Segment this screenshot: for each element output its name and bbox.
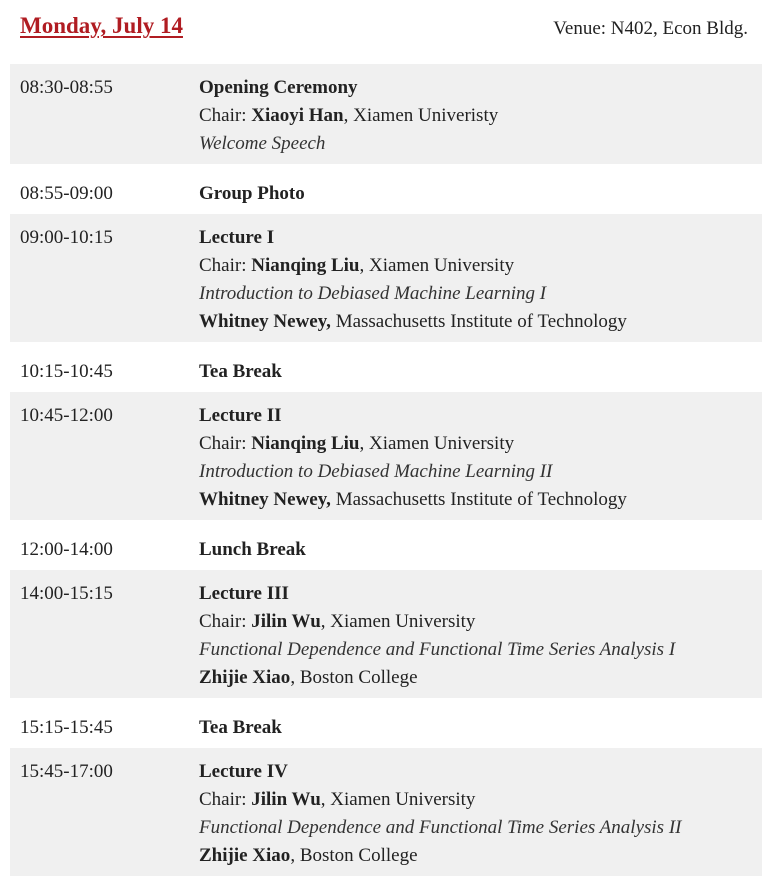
chair-name: Xiaoyi Han — [251, 105, 344, 126]
session-row-tea-break-1 — [10, 348, 762, 386]
session-chair — [199, 786, 762, 814]
session-time: 08:30-08:55 — [20, 77, 113, 98]
session-title: Opening Ceremony — [199, 77, 358, 98]
chair-prefix: Chair: — [199, 611, 252, 632]
speaker-name: Zhijie Xiao — [199, 845, 291, 866]
chair-prefix: Chair: — [199, 255, 252, 276]
session-row-lunch-break — [10, 526, 762, 564]
session-details — [199, 180, 762, 208]
session-time: 14:00-15:15 — [20, 583, 113, 604]
session-speaker — [199, 486, 762, 514]
chair-name: Nianqing Liu — [251, 433, 360, 454]
session-chair — [199, 608, 762, 636]
session-row-group-photo — [10, 170, 762, 208]
session-title: Tea Break — [199, 361, 282, 382]
chair-prefix: Chair: — [199, 105, 252, 126]
session-time: 15:15-15:45 — [20, 717, 113, 738]
session-chair — [199, 430, 762, 458]
session-time: 15:45-17:00 — [20, 761, 113, 782]
session-title: Lecture IV — [199, 761, 288, 782]
day-title: Monday, July 14 — [20, 13, 183, 38]
session-title: Lecture III — [199, 583, 289, 604]
speaker-affiliation: , Boston College — [290, 845, 418, 866]
session-topic: Functional Dependence and Functional Time Series Analysis I — [199, 639, 676, 660]
chair-affiliation: , Xiamen Univeristy — [343, 105, 499, 126]
session-topic: Welcome Speech — [199, 133, 326, 154]
session-speaker — [199, 664, 762, 692]
speaker-name: Zhijie Xiao — [199, 667, 291, 688]
session-details — [199, 358, 762, 386]
session-title: Tea Break — [199, 717, 282, 738]
session-time: 08:55-09:00 — [20, 183, 113, 204]
session-speaker — [199, 308, 762, 336]
session-time: 09:00-10:15 — [20, 227, 113, 248]
chair-affiliation: , Xiamen University — [320, 789, 476, 810]
chair-affiliation: , Xiamen University — [320, 611, 476, 632]
session-time: 12:00-14:00 — [20, 539, 113, 560]
chair-prefix: Chair: — [199, 433, 252, 454]
session-details — [199, 536, 762, 564]
session-details — [199, 758, 762, 870]
session-row-lecture-4 — [10, 748, 762, 876]
session-topic: Functional Dependence and Functional Time Series Analysis II — [199, 817, 682, 838]
session-row-lecture-1 — [10, 214, 762, 342]
schedule-table — [10, 64, 762, 882]
chair-name: Jilin Wu — [251, 611, 321, 632]
session-row-opening-ceremony — [10, 64, 762, 164]
session-title: Lecture II — [199, 405, 282, 426]
session-title: Lecture I — [199, 227, 275, 248]
chair-prefix: Chair: — [199, 789, 252, 810]
session-details — [199, 224, 762, 336]
chair-name: Nianqing Liu — [251, 255, 360, 276]
session-time: 10:45-12:00 — [20, 405, 113, 426]
speaker-name: Whitney Newey, — [199, 489, 331, 510]
session-row-tea-break-2 — [10, 704, 762, 742]
session-row-lecture-3 — [10, 570, 762, 698]
chair-name: Jilin Wu — [251, 789, 321, 810]
session-topic: Introduction to Debiased Machine Learning I — [199, 283, 547, 304]
venue-label: Venue: N402, Econ Bldg. — [553, 18, 748, 39]
speaker-affiliation: Massachusetts Institute of Technology — [330, 489, 627, 510]
session-speaker — [199, 842, 762, 870]
speaker-affiliation: Massachusetts Institute of Technology — [330, 311, 627, 332]
session-time: 10:15-10:45 — [20, 361, 113, 382]
session-chair — [199, 102, 762, 130]
chair-affiliation: , Xiamen University — [359, 433, 515, 454]
chair-affiliation: , Xiamen University — [359, 255, 515, 276]
session-row-lecture-2 — [10, 392, 762, 520]
session-details — [199, 580, 762, 692]
speaker-affiliation: , Boston College — [290, 667, 418, 688]
page-header — [0, 0, 774, 62]
session-details — [199, 74, 762, 158]
session-details — [199, 402, 762, 514]
session-title: Lunch Break — [199, 539, 306, 560]
session-chair — [199, 252, 762, 280]
session-topic: Introduction to Debiased Machine Learning II — [199, 461, 553, 482]
session-title: Group Photo — [199, 183, 305, 204]
session-details — [199, 714, 762, 742]
speaker-name: Whitney Newey, — [199, 311, 331, 332]
